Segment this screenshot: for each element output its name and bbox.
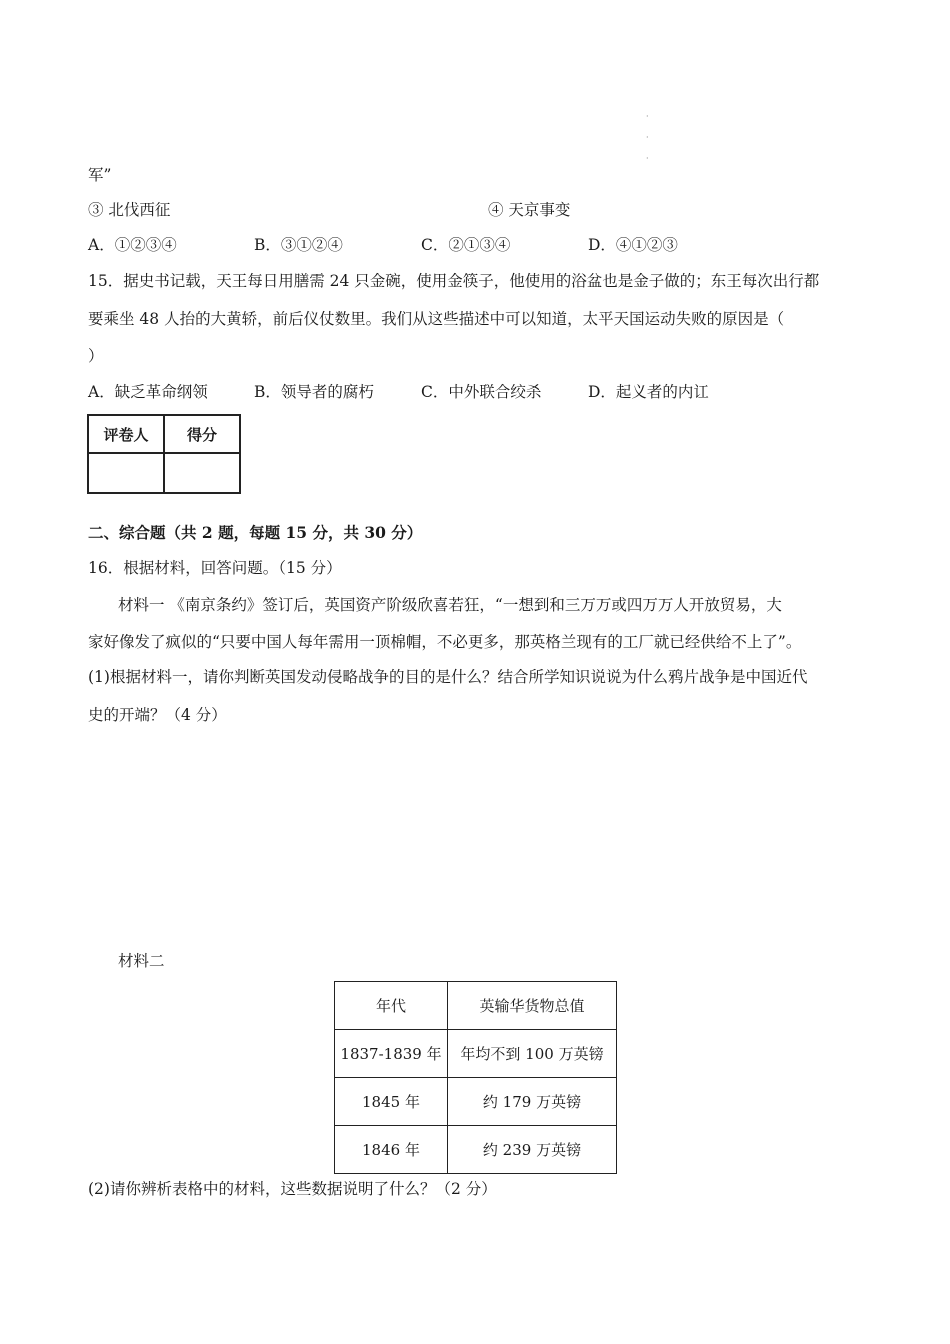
q14-option-b: B．③①②④ [254,236,343,254]
margin-dots: · · · [646,112,649,163]
score-header: 得分 [164,415,240,453]
grader-header: 评卷人 [88,415,164,453]
material1-line1: 材料一 《南京条约》签订后，英国资产阶级欣喜若狂，“一想到和三万万或四万万人开放贸易，大 [118,596,782,614]
table-row [335,1030,617,1078]
q15-stem-line2: 要乘坐 48 人抬的大黄轿，前后仪仗数里。我们从这些描述中可以知道，太平天国运动失败的原因是（ [88,310,785,328]
trade-value-table [334,981,617,1174]
cell-value: 约 179 万英镑 [448,1078,617,1126]
material2-label: 材料二 [118,952,165,970]
cell-value: 约 239 万英镑 [448,1126,617,1174]
cell-value: 年均不到 100 万英镑 [448,1030,617,1078]
q15-option-a: A．缺乏革命纲领 [88,383,208,401]
q15-option-d: D．起义者的内讧 [588,383,709,401]
part1-question-line1: (1)根据材料一，请你判断英国发动侵略战争的目的是什么？结合所学知识说说为什么鸦片战争是中国近代 [88,668,808,686]
cell-year: 1845 年 [335,1078,448,1126]
part2-question: (2)请你辨析表格中的材料，这些数据说明了什么？（2 分） [88,1180,497,1198]
section-heading: 二、综合题（共 2 题，每题 15 分，共 30 分） [88,523,423,542]
table-row [335,1078,617,1126]
grader-cell [88,453,164,493]
item-3: ③ 北伐西征 [88,201,171,219]
cell-year: 1846 年 [335,1126,448,1174]
q16-stem: 16．根据材料，回答问题。（15 分） [88,559,342,577]
q15-option-c: C．中外联合绞杀 [421,383,542,401]
q15-option-b: B．领导者的腐朽 [254,383,374,401]
table-header-row [335,982,617,1030]
fragment-tail: 军” [88,166,112,184]
q15-stem-line3: ） [88,347,104,365]
material1-line2: 家好像发了疯似的“只要中国人每年需用一顶棉帽，不必更多，那英格兰现有的工厂就已经供给不上了”。 [88,633,802,651]
grader-table [87,414,241,494]
header-value: 英输华货物总值 [448,982,617,1030]
q14-option-d: D．④①②③ [588,236,678,254]
part1-question-line2: 史的开端？（4 分） [88,706,227,724]
q14-option-a: A．①②③④ [88,236,177,254]
score-cell [164,453,240,493]
q15-stem-line1: 15．据史书记载，天王每日用膳需 24 只金碗，使用金筷子，他使用的浴盆也是金子做的；东王每次出行都 [88,272,820,290]
q14-option-c: C．②①③④ [421,236,511,254]
cell-year: 1837-1839 年 [335,1030,448,1078]
header-year: 年代 [335,982,448,1030]
table-row [335,1126,617,1174]
item-4: ④ 天京事变 [488,201,571,219]
